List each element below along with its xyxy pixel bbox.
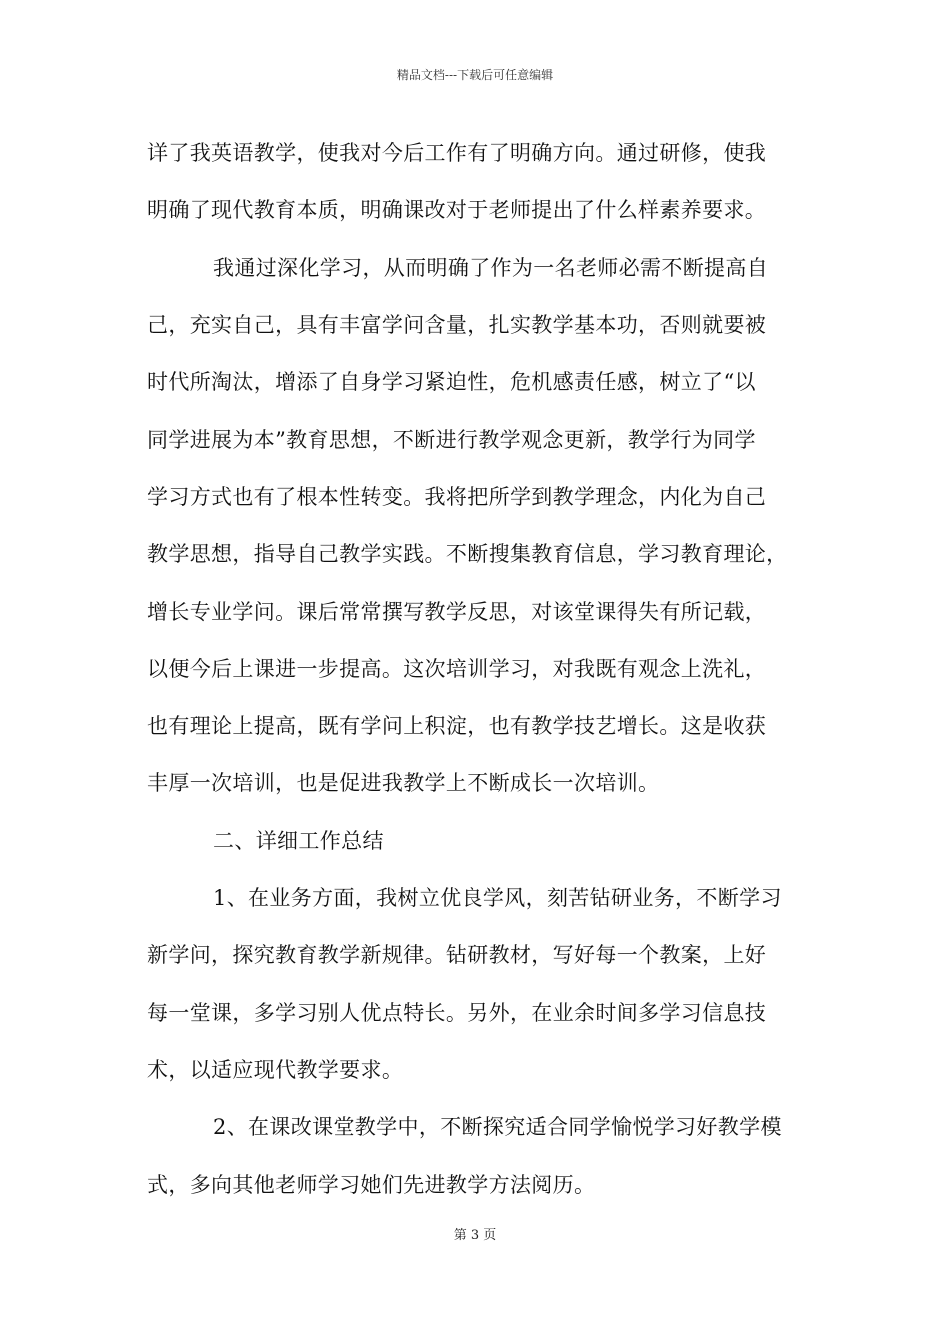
text-line-2: 明确了现代教育本质，明确课改对于老师提出了什么样素养要求。 bbox=[147, 198, 767, 222]
page-number: 第 3 页 bbox=[453, 1228, 497, 1243]
section-heading: 二、详细工作总结 bbox=[213, 829, 384, 853]
text-line-10: 以便今后上课进一步提高。这次培训学习，对我既有观念上洗礼， bbox=[147, 657, 767, 681]
text-line-19: 式，多向其他老师学习她们先进教学方法阅历。 bbox=[147, 1173, 596, 1197]
text-line-9: 增长专业学问。课后常常撰写教学反思，对该堂课得失有所记载， bbox=[147, 600, 767, 624]
text-line-16: 每一堂课，多学习别人优点特长。另外，在业余时间多学习信息技 bbox=[147, 1001, 767, 1025]
text-line-12: 丰厚一次培训，也是促进我教学上不断成长一次培训。 bbox=[147, 771, 660, 795]
text-line-11: 也有理论上提高，既有学问上积淀，也有教学技艺增长。这是收获 bbox=[147, 714, 767, 738]
page-header: 精品文档---下载后可任意编辑 bbox=[396, 68, 554, 82]
text-line-17: 术，以适应现代教学要求。 bbox=[147, 1058, 404, 1082]
text-line-6: 同学进展为本”教育思想，不断进行教学观念更新，教学行为同学 bbox=[147, 428, 756, 452]
text-line-18: 2、在课改课堂教学中，不断探究适合同学愉悦学习好教学模 bbox=[213, 1115, 782, 1139]
text-line-3: 我通过深化学习，从而明确了作为一名老师必需不断提高自 bbox=[213, 256, 769, 280]
text-line-15: 新学问，探究教育教学新规律。钻研教材，写好每一个教案，上好 bbox=[147, 943, 767, 967]
text-line-5: 时代所淘汰，增添了自身学习紧迫性，危机感责任感，树立了“以 bbox=[147, 370, 756, 394]
text-line-1: 详了我英语教学，使我对今后工作有了明确方向。通过研修，使我 bbox=[147, 141, 767, 165]
text-line-8: 教学思想，指导自己教学实践。不断搜集教育信息，学习教育理论， bbox=[147, 542, 788, 566]
text-line-4: 己，充实自己，具有丰富学问含量，扎实教学基本功，否则就要被 bbox=[147, 313, 767, 337]
text-line-14: 1、在业务方面，我树立优良学风，刻苦钻研业务，不断学习 bbox=[213, 886, 782, 910]
text-line-7: 学习方式也有了根本性转变。我将把所学到教学理念，内化为自己 bbox=[147, 485, 767, 509]
